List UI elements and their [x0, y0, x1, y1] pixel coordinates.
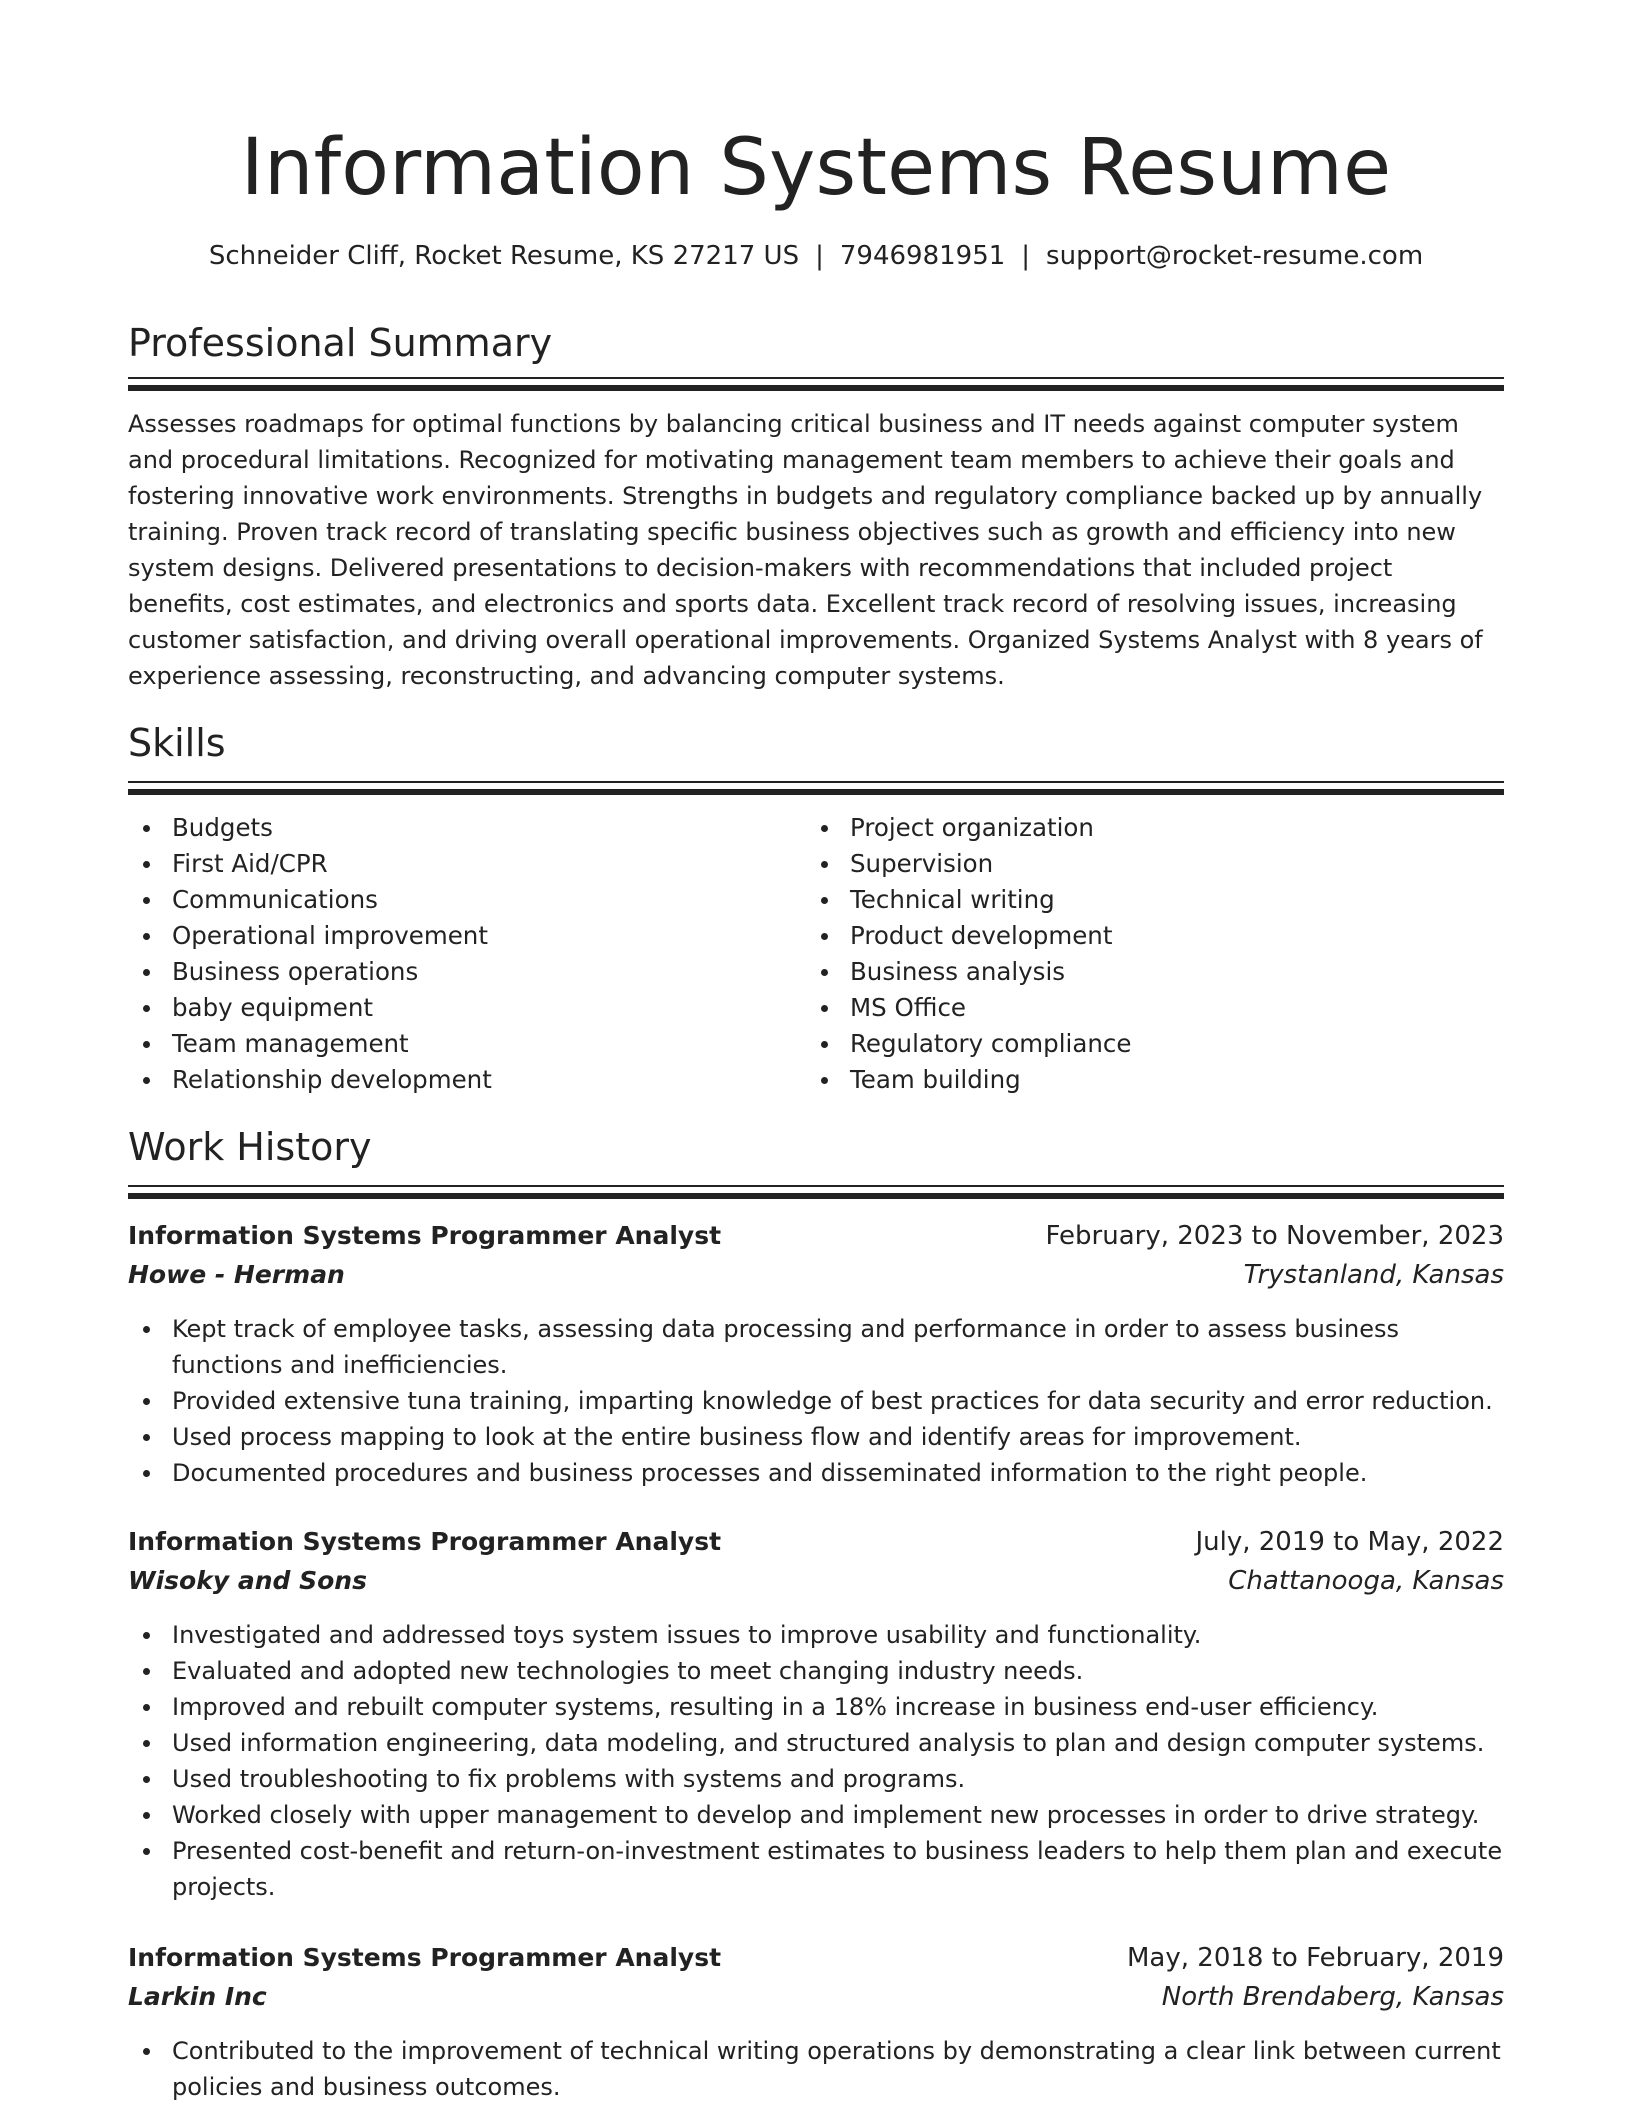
skill-item: Budgets — [128, 810, 492, 846]
job-header — [128, 1216, 1504, 1296]
job-title: Information Systems Programmer Analyst — [128, 1527, 722, 1556]
job-title: Information Systems Programmer Analyst — [128, 1221, 722, 1250]
job-bullets — [128, 1617, 1504, 1905]
section-divider — [128, 377, 1504, 391]
skill-item: Team building — [806, 1062, 1131, 1098]
job-bullet: Used information engineering, data modeling, and structured analysis to plan and design computer systems. — [128, 1725, 1504, 1761]
contact-separator: | — [815, 241, 824, 271]
job-company: Larkin Inc — [128, 1982, 267, 2011]
job-bullet: Presented cost-benefit and return-on-investment estimates to business leaders to help them plan and execute projects. — [128, 1833, 1504, 1905]
skill-item: Technical writing — [806, 882, 1131, 918]
skills-list-left — [128, 810, 492, 1098]
job-location: Trystanland, Kansas — [1243, 1260, 1504, 1290]
skill-item: Operational improvement — [128, 918, 492, 954]
job-title: Information Systems Programmer Analyst — [128, 1943, 722, 1972]
job-bullet: Investigated and addressed toys system issues to improve usability and functionality. — [128, 1617, 1504, 1653]
job-bullet: Used process mapping to look at the entire business flow and identify areas for improvement. — [128, 1419, 1504, 1455]
job-location: North Brendaberg, Kansas — [1161, 1982, 1504, 2012]
job-header — [128, 1522, 1504, 1602]
skill-item: Regulatory compliance — [806, 1026, 1131, 1062]
skill-item: Team management — [128, 1026, 492, 1062]
job-bullet: Evaluated and adopted new technologies to meet changing industry needs. — [128, 1653, 1504, 1689]
resume-title: Information Systems Resume — [240, 123, 1392, 213]
job-bullets — [128, 1311, 1504, 1491]
job-dates: February, 2023 to November, 2023 — [1045, 1221, 1504, 1251]
job-bullet: Kept track of employee tasks, assessing data processing and performance in order to assess business functions and inefficiencies. — [128, 1311, 1504, 1383]
job-bullets — [128, 2033, 1504, 2105]
skill-item: baby equipment — [128, 990, 492, 1026]
skill-item: Project organization — [806, 810, 1131, 846]
skills-list-right — [806, 810, 1131, 1098]
job-bullet: Contributed to the improvement of technical writing operations by demonstrating a clear link between current policies and business outcomes. — [128, 2033, 1504, 2105]
contact-phone: 7946981951 — [839, 241, 1006, 271]
job-bullet: Improved and rebuilt computer systems, resulting in a 18% increase in business end-user efficiency. — [128, 1689, 1504, 1725]
section-divider — [128, 781, 1504, 795]
skill-item: Relationship development — [128, 1062, 492, 1098]
contact-separator: | — [1021, 241, 1031, 271]
skill-item: Business analysis — [806, 954, 1131, 990]
job-company: Wisoky and Sons — [128, 1566, 367, 1595]
skill-item: Product development — [806, 918, 1131, 954]
job-bullet: Provided extensive tuna training, imparting knowledge of best practices for data security and error reduction. — [128, 1383, 1504, 1419]
job-dates: May, 2018 to February, 2019 — [1127, 1943, 1504, 1973]
job-bullet: Documented procedures and business processes and disseminated information to the right people. — [128, 1455, 1504, 1491]
skill-item: First Aid/CPR — [128, 846, 492, 882]
contact-address: Schneider Cliff, Rocket Resume, KS 27217 US — [208, 241, 800, 271]
skill-item: Business operations — [128, 954, 492, 990]
job-location: Chattanooga, Kansas — [1228, 1566, 1504, 1596]
section-title-skills: Skills — [128, 721, 226, 765]
job-dates: July, 2019 to May, 2022 — [1195, 1527, 1504, 1557]
job-bullet: Used troubleshooting to fix problems with systems and programs. — [128, 1761, 1504, 1797]
section-title-summary: Professional Summary — [128, 321, 553, 365]
skill-item: Communications — [128, 882, 492, 918]
job-company: Howe - Herman — [128, 1260, 345, 1289]
contact-line — [128, 238, 1504, 274]
section-title-work-history: Work History — [128, 1125, 372, 1169]
skill-item: MS Office — [806, 990, 1131, 1026]
skill-item: Supervision — [806, 846, 1131, 882]
job-header — [128, 1938, 1504, 2018]
job-bullet: Worked closely with upper management to develop and implement new processes in order to drive strategy. — [128, 1797, 1504, 1833]
summary-text: Assesses roadmaps for optimal functions by balancing critical business and IT needs against computer system and procedural limitations. Recognized for motivating management team members to achieve their goals and fostering innovative work environments. Strengths in budgets and regulatory compliance backed up by annually training. Proven track record of translating specific business objectives such as growth and efficiency into new system designs. Delivered presentations to decision-makers with recommendations that included project benefits, cost estimates, and electronics and sports data. Excellent track record of resolving issues, increasing customer satisfaction, and driving overall operational improvements. Organized Systems Analyst with 8 years of experience assessing, reconstructing, and advancing computer systems. — [128, 410, 1483, 690]
section-divider — [128, 1185, 1504, 1199]
contact-email: support@rocket-resume.com — [1046, 241, 1424, 271]
